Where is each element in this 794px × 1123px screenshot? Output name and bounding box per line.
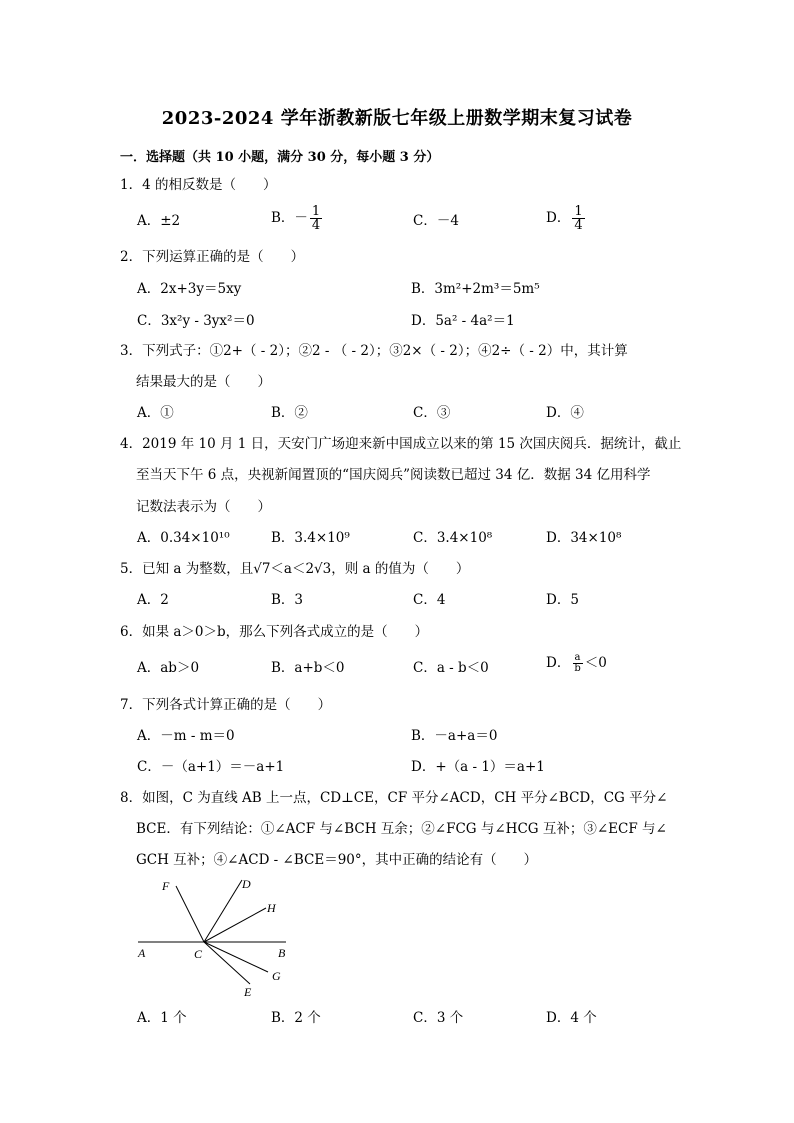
question-8-stem-line-3: GCH 互补；④∠ACD - ∠BCE＝90°，其中正确的结论有（ ） — [136, 852, 538, 868]
label-g: G — [272, 969, 281, 983]
fraction: $\frac{a}{b}$ — [574, 652, 581, 674]
label-d: D — [242, 877, 251, 891]
label-h: H — [267, 901, 276, 915]
label-e: E — [244, 985, 252, 999]
q5-option-b: B．3 — [271, 592, 304, 608]
question-8-stem-line-2: BCE．有下列结论：①∠ACF 与∠BCH 互余；②∠FCG 与∠HCG 互补；③∠ECF 与∠ — [136, 821, 667, 837]
question-5-stem: 5．已知 a 为整数，且√7＜a＜2√3，则 a 的值为（ ） — [120, 561, 470, 577]
q8-option-b: B．2 个 — [271, 1010, 321, 1026]
question-4-stem-line-1: 4．2019 年 10 月 1 日，天安门广场迎来新中国成立以来的第 15 次国庆阅兵．据统计，截止 — [120, 436, 682, 452]
q3-option-b: B．② — [271, 405, 308, 421]
section-heading: 一．选择题（共 10 小题，满分 30 分，每小题 3 分） — [120, 150, 440, 165]
q2-option-d: D．5a² - 4a²＝1 — [411, 313, 515, 329]
q6-option-c: C．a - b＜0 — [413, 660, 489, 676]
q3-option-a: A．① — [137, 405, 174, 421]
fraction: $\frac{1}{4}$ — [574, 204, 583, 233]
q1-option-a: A．±2 — [137, 213, 181, 229]
q7-option-d: D．+（a - 1）＝a+1 — [411, 759, 545, 775]
q6-option-d: D． $\frac{a}{b}$ ＜0 — [546, 652, 607, 674]
page-title: 2023-2024 学年浙教新版七年级上册数学期末复习试卷 — [161, 108, 633, 129]
q8-option-c: C．3 个 — [413, 1010, 464, 1026]
question-7-stem: 7．下列各式计算正确的是（ ） — [120, 697, 332, 713]
geometry-figure — [132, 872, 292, 1000]
label-b: B — [278, 946, 286, 960]
q6-option-a: A．ab＞0 — [137, 660, 200, 676]
question-1-stem: 1．4 的相反数是（ ） — [120, 177, 277, 193]
question-3-stem-line-2: 结果最大的是（ ） — [136, 374, 271, 390]
q6-option-b: B．a+b＜0 — [271, 660, 345, 676]
q8-option-a: A．1 个 — [137, 1010, 187, 1026]
fraction: $\frac{1}{4}$ — [311, 204, 321, 233]
q1-option-d: D． $\frac{1}{4}$ — [546, 204, 583, 233]
q1-option-b: B．－ $\frac{1}{4}$ — [271, 204, 321, 233]
label-a: A — [138, 946, 146, 960]
q5-option-c: C．4 — [413, 592, 446, 608]
q7-option-c: C．－（a+1）＝－a+1 — [137, 759, 285, 775]
label-f: F — [162, 879, 170, 893]
q1-option-c: C．－4 — [413, 213, 459, 229]
q3-option-c: C．③ — [413, 405, 451, 421]
q4-option-c: C．3.4×10⁸ — [413, 530, 493, 546]
q4-option-a: A．0.34×10¹⁰ — [137, 530, 230, 546]
q3-option-d: D．④ — [546, 405, 584, 421]
question-8-stem-line-1: 8．如图，C 为直线 AB 上一点，CD⊥CE，CF 平分∠ACD，CH 平分∠BCD，CG 平分∠ — [120, 790, 668, 806]
ray-cg — [204, 942, 268, 972]
question-2-stem: 2．下列运算正确的是（ ） — [120, 249, 305, 265]
q4-option-b: B．3.4×10⁹ — [271, 530, 350, 546]
ray-cf — [176, 886, 204, 942]
ray-cd — [204, 880, 242, 942]
q5-option-a: A．2 — [137, 592, 169, 608]
q4-option-d: D．34×10⁸ — [546, 530, 622, 546]
question-3-stem-line-1: 3．下列式子：①2+（ - 2）；②2 - （ - 2）；③2×（ - 2）；④2÷（ - 2）中，其计算 — [120, 343, 628, 359]
question-4-stem-line-2: 至当天下午 6 点，央视新闻置顶的“国庆阅兵”阅读数已超过 34 亿．数据 34 亿用科学 — [136, 467, 651, 483]
ray-ce — [204, 942, 250, 984]
q2-option-c: C．3x²y - 3yx²＝0 — [137, 313, 255, 329]
q7-option-b: B．－a+a＝0 — [411, 728, 498, 744]
q8-option-d: D．4 个 — [546, 1010, 597, 1026]
q2-option-a: A．2x+3y＝5xy — [137, 281, 242, 297]
q7-option-a: A．－m - m＝0 — [137, 728, 235, 744]
q2-option-b: B．3m²+2m³＝5m⁵ — [411, 281, 540, 297]
question-6-stem: 6．如果 a＞0＞b，那么下列各式成立的是（ ） — [120, 624, 429, 640]
question-4-stem-line-3: 记数法表示为（ ） — [136, 499, 271, 515]
label-c: C — [194, 947, 203, 961]
ray-ch — [204, 908, 266, 942]
q5-option-d: D．5 — [546, 592, 579, 608]
